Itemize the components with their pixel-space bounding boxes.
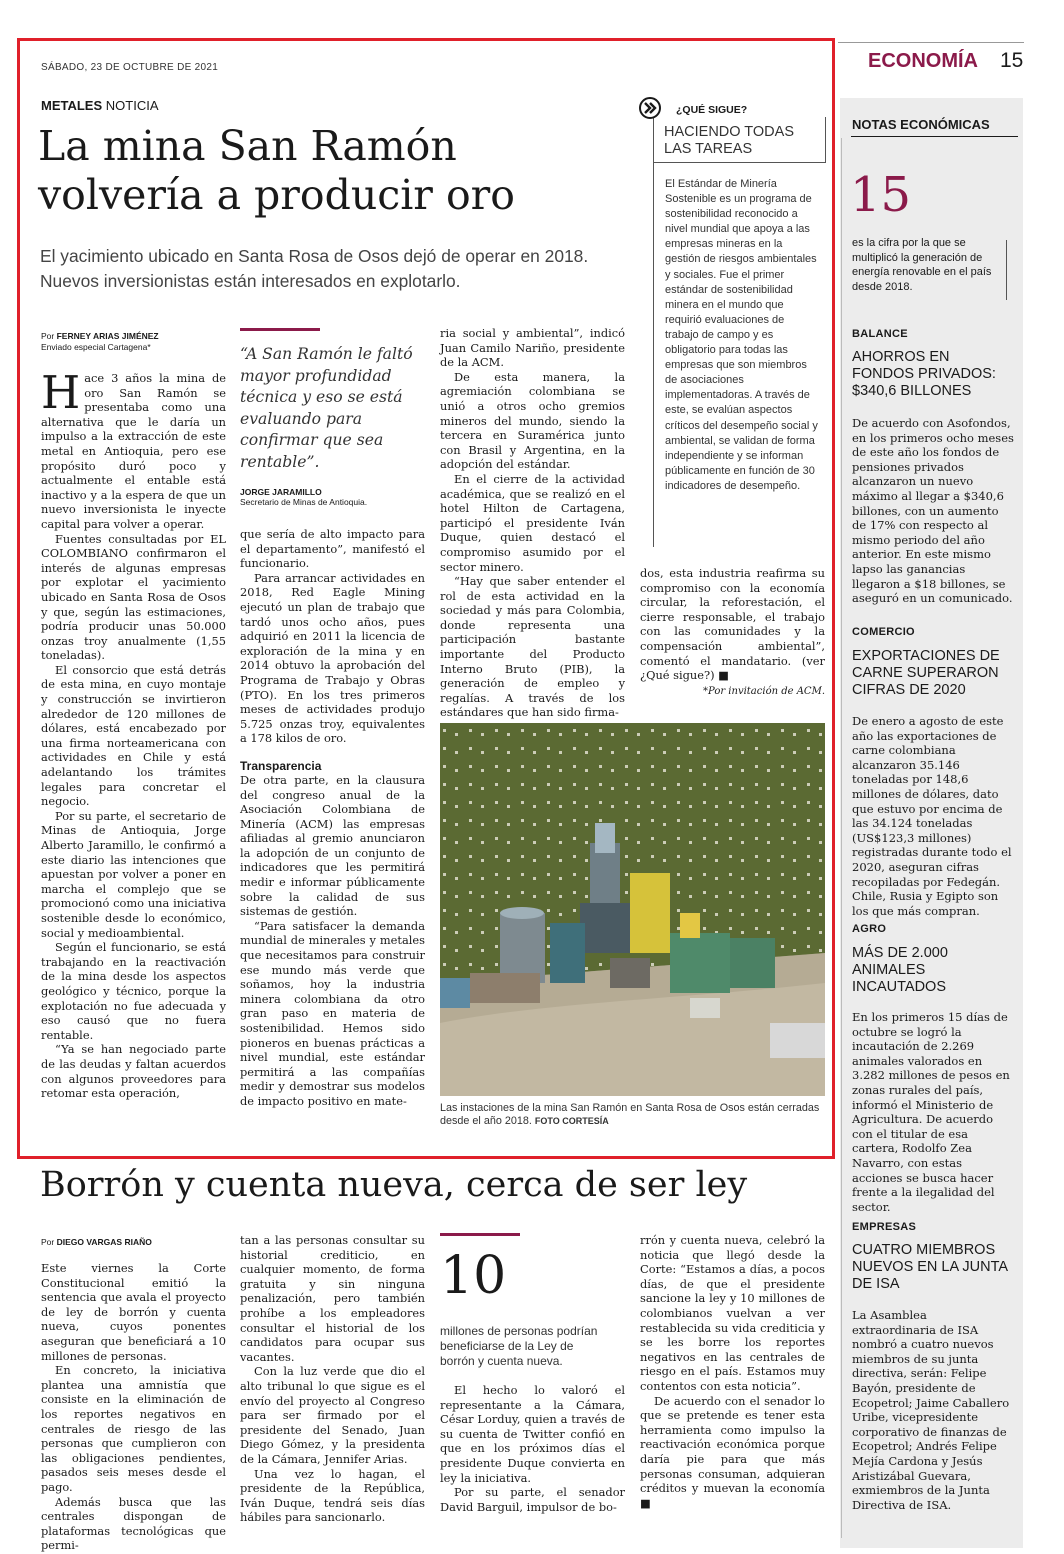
section-name: ECONOMÍA [868,50,978,72]
byline-prefix: Por [41,1237,57,1247]
article2-col1 [41,1261,226,1551]
paragraph: De otra parte, en la clausura del congreso anual de la Asociación Colombiana de Minería (ACM) las empresas afiliadas al gremio anunciaron la adopción de un conjunto de indicadores que les permitirá medir e informar públicamente sobre la calidad de sus sistemas de gestión. [240,772,425,919]
que-sigue-title-line-2: LAS TAREAS [664,141,753,157]
sidebar-section-text: De acuerdo con Asofondos, en los primeros ocho meses de este año los fondos de pensiones privados alcanzaron un nuevo máximo al llegar a $340,6 billones, con un aumento de 17% con respecto al mismo periodo del año anterior. En este mismo lapso las ganancias llegaron a $18 billones, se aseguró en un comunicado. [852,416,1014,606]
article1-col4 [640,566,825,684]
que-sigue-title-line-1: HACIENDO TODAS [664,124,794,140]
stat-rule [440,1233,520,1236]
que-sigue-label: ¿QUÉ SIGUE? [676,104,748,116]
pull-quote: “A San Ramón le faltó mayor profundidad técnica y eso se está evaluando para confirmar que sea rentable”. [240,345,413,471]
que-sigue-text: El Estándar de Minería Sostenible es un programa de sostenibilidad reconocido a nivel mundial que apoya a las empresas mineras en la gestión de riesgos ambientales y sociales. Fue el primer estándar de sostenibilidad minera en el mundo que requirió evaluaciones de trabajo de campo y es obligatorio para todas las empresas que son miembros de asociaciones implementadoras. A través de este, se evalúan aspectos críticos del desempeño social y ambiental, se validan de forma independiente y se informan públicamente en función de 30 indicadores de desempeño. [665,178,818,492]
sidebar-section-label: BALANCE [852,328,908,340]
byline [41,331,159,353]
paragraph: ace 3 años la mina de oro San Ramón se presentaba como una alternativa que le daría un impulso a la extracción de este metal en Antioquia, pero ese propósito duró poco y actualmente el entable está inactivo y a la espera de que un nuevo inversionista le inyecte capital para volver a operar. [41,371,226,531]
paragraph: que sería de alto impacto para el departamento”, manifestó el funcionario. [240,527,425,571]
paragraph: El consorcio que está detrás de esta mina, en cuyo montaje y construcción se invirtieron alrededor de 120 millones de dólares, está encabezado por una firma norteamericana con actividades en Chile y está adelantando los trámites legales para concretar el negocio. [41,662,226,809]
kicker-rest: NOTICIA [102,98,159,113]
paragraph: Para arrancar actividades en 2018, Red Eagle Mining ejecutó un plan de trabajo que tardó unos ocho años, pues adquirió en 2011 la licencia de exploración de la mina y en 2014 obtuvo la aprobación del Programa de Trabajo y Obras (PTO). En los tres primeros meses de actividades produjo 5.725 onzas troy, equivalentes a 178 kilos de oro. [240,570,425,746]
paragraph: Por su parte, el senador David Barguil, impulsor de bo- [440,1485,625,1514]
que-sigue-right-rule [825,117,826,162]
quote-author [240,487,367,507]
paragraph: Fuentes consultadas por EL COLOMBIANO confirmaron el interés de algunas empresas por explotar el yacimiento ubicado en Santa Rosa de Osos y que, según las estimaciones, podría producir unas 50.000 onzas troy anualmente (1,55 toneladas). [41,531,226,663]
quote-author-name: JORGE JARAMILLO [240,487,322,497]
byline-name: FERNEY ARIAS JIMÉNEZ [56,331,159,341]
paragraph: El hecho lo valoró el representante a la Cámara, César Lorduy, quien a través de su cuenta de Twitter confió en que en los próximos días el presidente Duque convierta en ley la iniciativa. [440,1383,625,1485]
page-number: 15 [1000,49,1024,72]
sidebar-section-headline: MÁS DE 2.000 ANIMALES INCAUTADOS [852,945,948,995]
paragraph: rrón y cuenta nueva, celebró la noticia que llegó desde la Corte: “Estamos a días, a pocos días, de que el presidente sancione la ley y 10 millones de colombianos vuelvan a ver restablecida su vida crediticia y se les borre los reportes negativos en las centrales de riesgo en el país. Estamos muy contentos con esta noticia”. [640,1233,825,1393]
sidebar-title: NOTAS ECONÓMICAS [852,117,990,132]
paragraph: De esta manera, la agremiación colombiana se unió a otros ocho gremios mineros del mundo, siendo la tercera en Suramérica junto con Brasil y Argentina, en la adopción del estándar. [440,369,625,472]
sidebar-section-headline: AHORROS EN FONDOS PRIVADOS: $340,6 BILLONES [852,349,996,399]
paragraph: En concreto, la iniciativa plantea una amnistía que consiste en la eliminación de los reportes negativos en centrales de riesgo de las personas que cumplieron con las obligaciones pendientes, pasados seis meses desde el pago. [41,1363,226,1494]
sidebar-section-headline: EXPORTACIONES DE CARNE SUPERARON CIFRAS DE 2020 [852,648,1000,698]
byline-role: Enviado especial Cartagena* [41,342,151,352]
paragraph: ria social y ambiental”, indicó Juan Camilo Nariño, presidente de la ACM. [440,326,625,370]
kicker-bold: METALES [41,98,103,113]
quote-rule [240,328,320,331]
sidebar-section-text: La Asamblea extraordinaria de ISA nombró a cuatro nuevos miembros de su junta directiva, serán: Felipe Bayón, presidente de Ecopetrol; Jaime Caballero Uribe, vicepresidente corporativo de finanzas de Ecopetrol; Andrés Felipe Mejía Cardona y Jesús Aristizábal Guevara, exmiembros de la Junta Directiva de ISA. [852,1308,1010,1512]
kicker [41,98,159,113]
article1-col1 [41,366,226,1131]
photo-caption [440,1102,825,1128]
paragraph: Por su parte, el secretario de Minas de Antioquia, Jorge Alberto Jaramillo, le confirmó a este diario las intenciones que apuestan por volver a poner en marcha el complejo que se promocionó como una iniciativa sostenible desde lo económico, social y medioambiental. [41,808,226,940]
sidebar-big-rule [1006,240,1007,300]
byline-name: DIEGO VARGAS RIAÑO [56,1237,152,1247]
paragraph: En el cierre de la actividad académica, que se realizó en el hotel Hilton de Cartagena, participó el presidente Iván Duque, quien destacó el compromiso asumido por el sector minero. [440,471,625,574]
sidebar-title-rule [851,136,1018,137]
byline-prefix: Por [41,331,57,341]
photo-credit: FOTO CORTESÍA [534,1116,609,1126]
sidebar-section-text: En los primeros 15 días de octubre se logró la incautación de 2.269 animales valorados en 3.282 millones de pesos en zonas rurales del país, informó el Ministerio de Agricultura. De acuerdo con el titular de esa cartera, Rodolfo Zea Navarro, con estas acciones se busca hacer frente a la ilegalidad del sector. [852,1010,1010,1214]
paragraph: “Ya se han negociado parte de las deudas y faltan acuerdos con algunos proveedores para retomar esta operación, [41,1042,226,1101]
que-sigue-left-rule [653,117,654,547]
sidebar-section-label: EMPRESAS [852,1221,917,1233]
date-line: SÁBADO, 23 DE OCTUBRE DE 2021 [41,62,219,73]
paragraph: Con la luz verde que dio el alto tribunal lo que sigue es el envío del proyecto al Congreso para ser firmado por el presidente del Senado, Juan Diego Gómez, y la presidenta de la Cámara, Jennifer Arias. [240,1364,425,1466]
paragraph: dos, esta industria reafirma su compromiso con la economía circular, la reforestación, el cierre responsable, el trabajo con las comunidades y la compensación ambiental”, comentó el mandatario. (ver ¿Qué sigue?) ■ [640,566,825,683]
paragraph: “Hay que saber entender el rol de esta actividad en la sociedad y más para Colombia, donde representa una participación bastante importante del Producto Interno Bruto (PIB), la generación de empleo y regalías. A través de los estándares que han sido firma- [440,574,625,720]
header-rule [838,42,1024,43]
article2-byline [41,1237,152,1247]
invitation-note: *Por invitación de ACM. [703,686,825,697]
que-sigue-title [664,124,794,158]
sidebar-section-label: COMERCIO [852,626,915,638]
photo-caption-text: Las instaciones de la mina San Ramón en Santa Rosa de Osos están cerradas desde el año 2018. [440,1102,820,1127]
sidebar-section-headline: CUATRO MIEMBROS NUEVOS EN LA JUNTA DE ISA [852,1242,1008,1292]
stat-text: millones de personas podrían beneficiarse de la Ley de borrón y cuenta nueva. [440,1324,598,1368]
paragraph: Según el funcionario, se está trabajando en la reactivación de la mina desde los aspectos geológico y técnico, porque la explotación no fue adecuada y eso causó que no fuera rentable. [41,940,226,1042]
sidebar-side-rule [841,138,842,1538]
drop-cap: H [41,366,81,419]
article2-col4 [640,1233,825,1551]
que-sigue-box [643,97,826,545]
deck: El yacimiento ubicado en Santa Rosa de Osos dejó de operar en 2018. Nuevos inversionistas están interesados en explotarlo. [40,246,589,291]
sidebar [840,98,1023,1548]
paragraph: “Para satisfacer la demanda mundial de minerales y metales que necesitamos para construir ese mundo más verde que soñamos, hoy la industria minera colombiana da otro gran paso en materia de sostenibilidad. Hemos sido pioneros en buenas prácticas a nivel mundial, este estándar permitirá a las compañías medir y demostrar sus modelos de impacto positivo en mate- [240,918,425,1108]
paragraph: Además busca que las centrales dispongan de plataformas tecnológicas que permi- [41,1494,226,1553]
sidebar-section-label: AGRO [852,923,887,935]
sidebar-big-number: 15 [850,167,912,223]
paragraph: Este viernes la Corte Constitucional emitió la sentencia que avala el proyecto de ley de borrón y cuenta nueva, cuyos ponentes aseguran que beneficiará a 10 millones de personas. [41,1261,226,1363]
paragraph: Una vez lo hagan, el presidente de la República, Iván Duque, tendrá seis días hábiles para sancionarlo. [240,1466,425,1525]
quote-author-role: Secretario de Minas de Antioquia. [240,497,368,507]
article2-headline: Borrón y cuenta nueva, cerca de ser ley [40,1165,748,1205]
double-chevron-icon [639,97,661,119]
headline-line-1: La mina San Ramón [38,122,457,170]
subhead: Transparencia [240,758,322,773]
stat-number: 10 [440,1246,507,1306]
sidebar-big-text: es la cifra por la que se multiplicó la generación de energía renovable en el país desde 2018. [852,237,992,293]
paragraph: tan a las personas consultar su historial crediticio, en cualquier momento, de forma gratuita y sin ninguna penalización, pero también prohíbe a los empleadores consultar el historial de los candidatos para ocupar sus vacantes. [240,1233,425,1364]
article2-col3 [440,1383,625,1551]
paragraph: De acuerdo con el senador lo que se pretende es tener esta herramienta como impulso la reactivación económica porque daría pie para que más personas consuman, adquieran créditos y muevan la economía ■ [640,1393,825,1510]
headline [38,122,515,220]
article1-col2 [240,527,425,1131]
que-sigue-title-rule [653,162,826,163]
article1-col3 [440,326,625,720]
mine-photo [440,723,825,1096]
sidebar-section-text: De enero a agosto de este año las exportaciones de carne colombiana alcanzaron 35.146 toneladas por 148,6 millones de dólares, dato que estuvo por encima de las 34.124 toneladas (US$123,3 millones) registradas durante todo el 2020, aseguran cifras recopiladas por Fedegán. Chile, Rusia y Egipto son los que más compran. [852,714,1012,918]
article2-col2 [240,1233,425,1551]
headline-line-2: volvería a producir oro [38,171,515,219]
